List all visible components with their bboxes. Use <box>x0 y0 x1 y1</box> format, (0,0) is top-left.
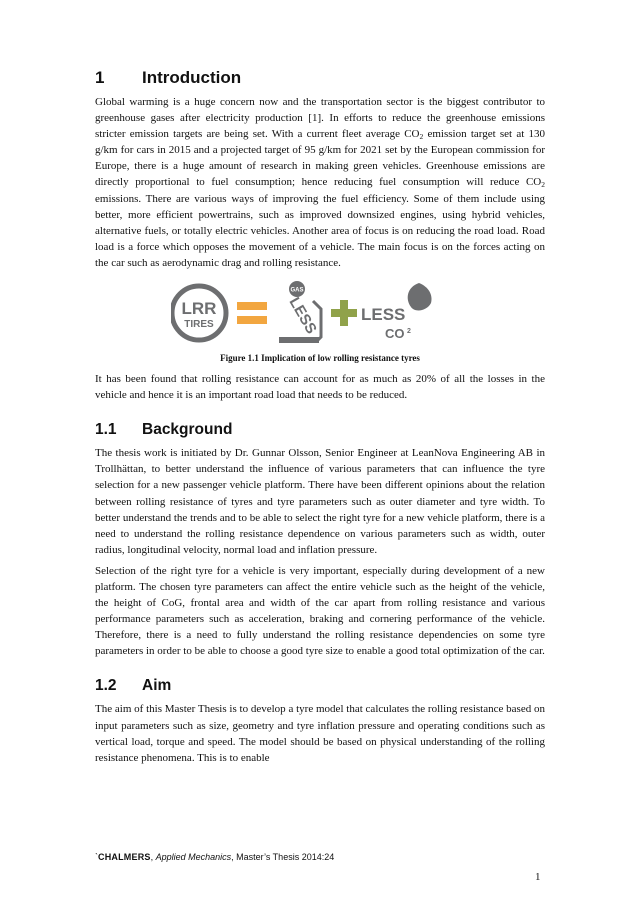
pump-base <box>279 337 319 343</box>
lrr-equation-graphic <box>171 281 471 347</box>
plus-sign-vertical <box>340 300 348 326</box>
section-title: Aim <box>142 677 172 695</box>
footer-mark: ` <box>95 852 98 862</box>
section-number: 1.1 <box>95 421 117 439</box>
background-paragraph-1: The thesis work is initiated by Dr. Gunnar Olsson, Senior Engineer at LeanNova Engineering AB in Trollhättan, to better understand the influence of various parameters that can influence the tyre selection for a new passenger vehicle platform. There have been different opinions about the relation between rolling resistance of tyres and tyre parameters such as outer diameter and tyre width. To better understand the trends and to be able to select the right tyre for a new vehicle platform, there is a need to understand the rolling resistance dependence on various parameters such as width, outer radius, longitudinal velocity, normal load and inflation pressure. <box>95 447 545 556</box>
page-content <box>95 62 545 771</box>
lrr-badge-text: LRR <box>181 299 217 319</box>
gas-label: GAS <box>290 287 304 294</box>
leaf-icon <box>408 283 432 310</box>
footer-brand: CHALMERS <box>98 852 151 862</box>
tires-badge-text: TIRES <box>184 319 214 331</box>
page-footer: `CHALMERS, Applied Mechanics, Master’s Thesis 2014:24 <box>95 852 335 862</box>
background-paragraph-2: Selection of the right tyre for a vehicle is very important, especially during development of a new platform. The chosen tyre parameters can affect the entire vehicle such as the height of the vehicle, the height of CoG, frontal area and width of the car apart from rolling resistance and various performance parameters such as acceleration, braking and cornering performance of the vehicle. Therefore, there is a need to fully understand the rolling resistance dependencies on some tyre parameters in order to be able to choose a good tyre size to enable a good total optimization of the car. <box>95 564 545 658</box>
equals-sign-bottom <box>237 316 267 324</box>
section-heading-aim <box>95 677 545 695</box>
section-heading-background <box>95 421 545 439</box>
less-co2-icon <box>361 283 432 341</box>
aim-paragraph-1: The aim of this Master Thesis is to develop a tyre model that calculates the rolling resistance based on input parameters such as size, geometry and tyre inflation pressure and operating conditions such as vertical load, torque and speed. The model should be based on physical understanding of the rolling resistance phenomena. This is to enable <box>95 703 545 764</box>
section-number: 1 <box>95 68 105 87</box>
page-number: 1 <box>535 871 541 883</box>
fuel-pump-icon <box>279 281 321 343</box>
figure-lrr-tires <box>95 281 545 347</box>
equals-sign-top <box>237 302 267 310</box>
footer-department: Applied Mechanics <box>155 852 232 862</box>
figure-caption: Figure 1.1 Implication of low rolling resistance tyres <box>220 353 420 364</box>
section-number: 1.2 <box>95 677 117 695</box>
co2-subscript: 2 <box>407 328 411 336</box>
intro-paragraph-1: Global warming is a huge concern now and the transportation sector is the biggest contributor to greenhouse gases after electricity production [1]. In efforts to reduce the greenhouse emissions stricter emission targets are being set. With a current fleet average $CO_2$ emission target set at 130 g/km for cars in 2015 and a projected target of 95 g/km for 2021 set by the European commission for Europe, there is a huge amount of research in making green vehicles. Greenhouse emissions are directly proportional to fuel consumption; hence reducing fuel consumption will reduce $CO_2$ emissions. There are various ways of improving the fuel efficiency. Some of them include using better, more efficient powertrains, such as improved downsized engines, using hybrid vehicles, alternative fuels, or totally electric vehicles. Another area of focus is on reducing the road load. Road load is a force which opposes the movement of a vehicle. The main focus is on the forces acting on the car such as aerodynamic drag and rolling resistance. <box>95 96 545 269</box>
intro-paragraph-2: It has been found that rolling resistance can account for as much as 20% of all the losses in the vehicle and hence it is an important road load that needs to be reduced. <box>95 373 545 402</box>
section-title: Background <box>142 421 233 439</box>
section-heading-introduction <box>95 68 545 88</box>
section-title: Introduction <box>142 68 242 87</box>
footer-thesis: , Master’s Thesis 2014:24 <box>231 852 335 862</box>
less-fuel-text: LESS <box>285 294 320 337</box>
co2-text: CO <box>385 326 405 342</box>
less-co2-text: LESS <box>361 305 406 325</box>
